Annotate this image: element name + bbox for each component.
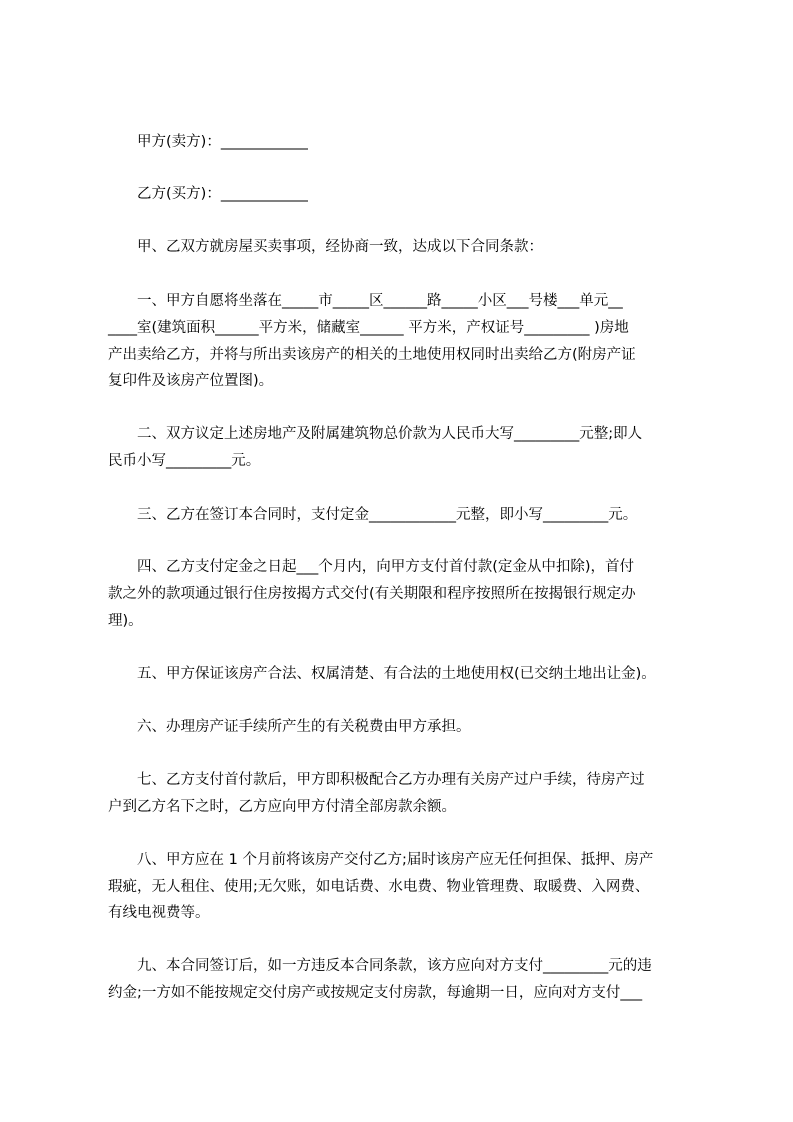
clause-1-line: 复印件及该房产位置图)。	[108, 373, 274, 389]
clause-7-line: 七、乙方支付首付款后，甲方即积极配合乙方办理有关房产过户手续，待房产过	[137, 772, 645, 788]
clause-1-line: 产出卖给乙方，并将与所出卖该房产的相关的土地使用权同时出卖给乙方(附房产证	[108, 347, 636, 363]
clause-9-line: 约金;一方如不能按规定交付房产或按规定支付房款，每逾期一日，应向对方支付___	[108, 985, 643, 1001]
clause-8-line: 瑕疵，无人租住、使用;无欠账，如电话费、水电费、物业管理费、取暖费、入网费、	[108, 879, 650, 895]
clause-4-line: 款之外的款项通过银行住房按揭方式交付(有关期限和程序按照所在按揭银行规定办	[108, 586, 636, 602]
party-a-line: 甲方(卖方)：____________	[137, 134, 308, 150]
clause-7-line: 户到乙方名下之时，乙方应向甲方付清全部房款余额。	[108, 799, 456, 815]
clause-2-line: 民币小写_________元。	[108, 453, 261, 469]
clause-8-line: 有线电视费等。	[108, 905, 210, 921]
clause-4-line: 四、乙方支付定金之日起___个月内，向甲方支付首付款(定金从中扣除)，首付	[137, 559, 635, 575]
clause-3-line: 三、乙方在签订本合同时，支付定金____________元整，即小写_________元。	[137, 507, 638, 523]
clause-1-line: 一、甲方自愿将坐落在_____市_____区______路_____小区___号楼___单元__	[137, 293, 623, 309]
clause-9-line: 九、本合同签订后，如一方违反本合同条款，该方应向对方支付_________元的违	[137, 958, 652, 974]
party-b-line: 乙方(买方)：____________	[137, 186, 308, 202]
clause-6-line: 六、办理房产证手续所产生的有关税费由甲方承担。	[137, 719, 471, 735]
clause-8-line: 八、甲方应在 1 个月前将该房产交付乙方;届时该房产应无任何担保、抵押、房产	[137, 852, 654, 868]
clause-4-line: 理)。	[108, 613, 143, 629]
clause-5-line: 五、甲方保证该房产合法、权属清楚、有合法的土地使用权(已交纳土地出让金)。	[137, 666, 656, 682]
clause-1-line: ____室(建筑面积______平方米，储藏室______ 平方米，产权证号_________ )房地	[108, 320, 629, 336]
intro-paragraph: 甲、乙双方就房屋买卖事项，经协商一致，达成以下合同条款：	[137, 239, 543, 255]
clause-2-line: 二、双方议定上述房地产及附属建筑物总价款为人民币大写_________元整;即人	[137, 426, 643, 442]
